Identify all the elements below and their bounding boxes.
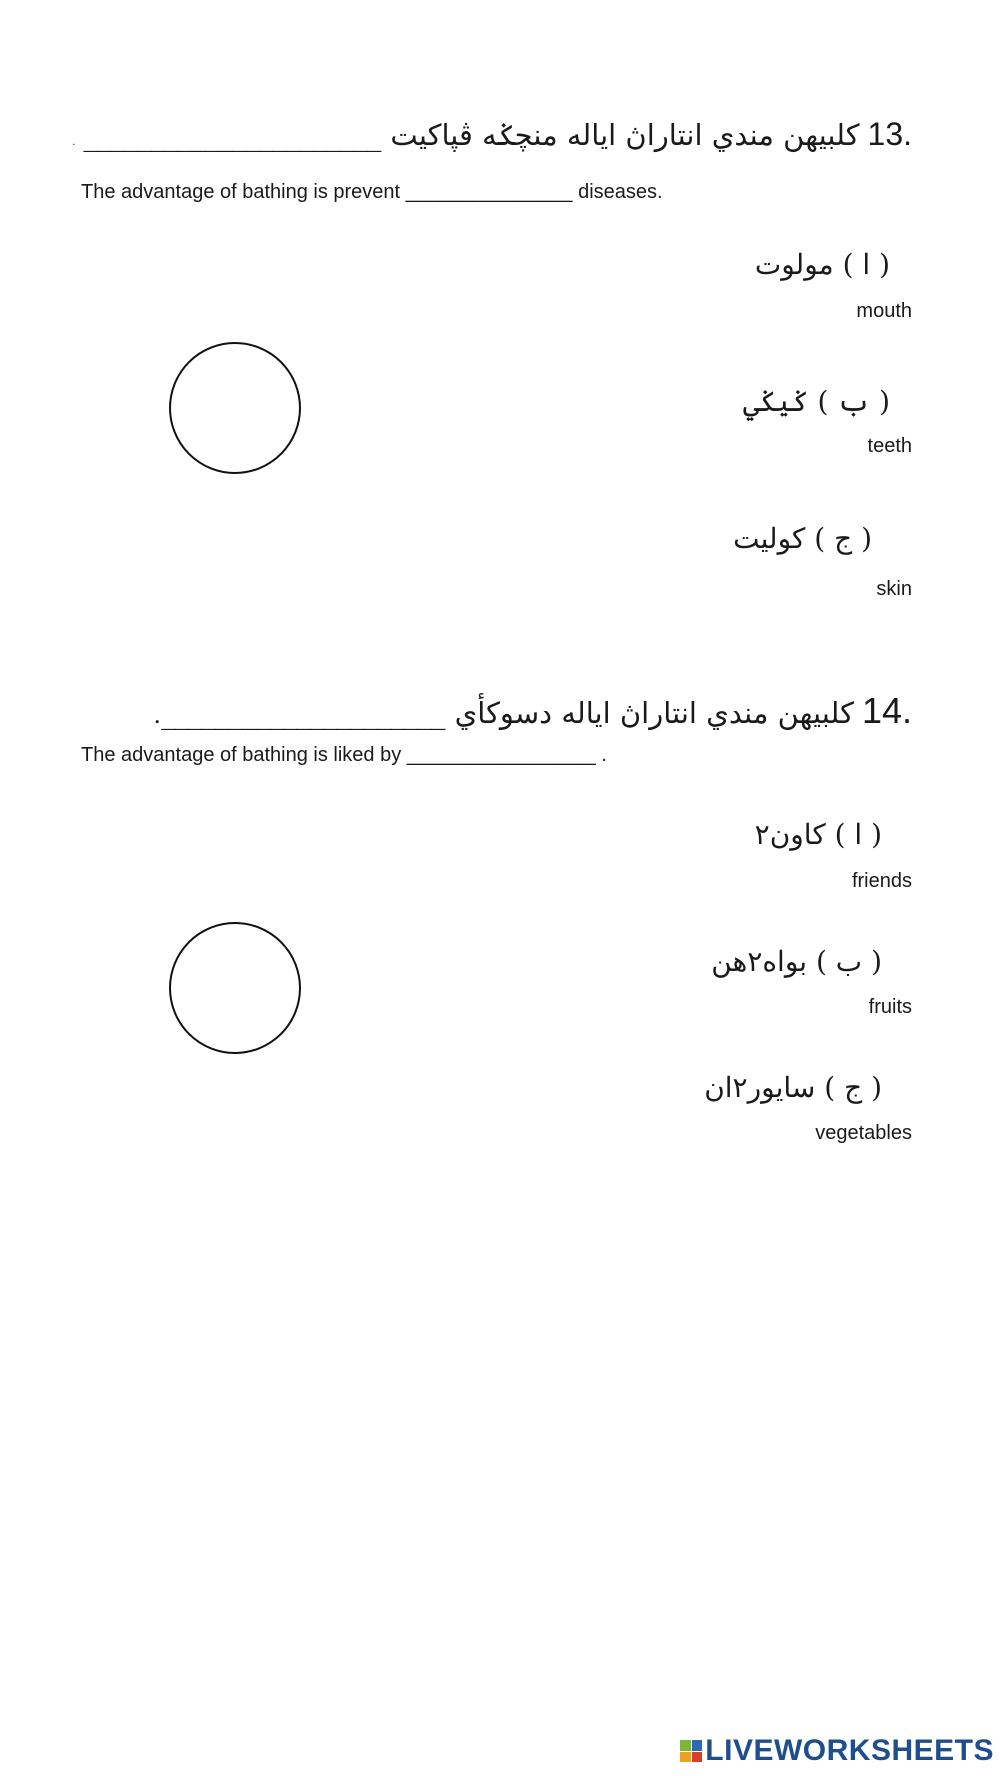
- question-13-arabic: كلبيهن مندي انتاراڽ اياله منچݢه ڤپاکيت: [390, 118, 860, 152]
- liveworksheets-logo-icon: [680, 1740, 702, 1762]
- question-14-prompt: [153, 690, 912, 732]
- question-14-option-b-arabic: ( ب ) بواه٢هن: [711, 945, 882, 978]
- question-14-option-c-english: vegetables: [815, 1122, 912, 1144]
- question-13-option-c-arabic: ( ج ) کوليت: [733, 522, 872, 555]
- question-13-option-a-arabic: ( ا ) مولوت: [754, 248, 890, 281]
- question-13-option-a-english: mouth: [856, 300, 912, 322]
- question-13-blank: ______________________: [83, 118, 381, 152]
- question-13-number: 13.: [867, 116, 912, 152]
- question-13-option-b-arabic: ( ب ) ݢيݢي: [743, 385, 890, 418]
- question-13-leading-mark: .: [72, 137, 76, 148]
- question-13-option-c-english: skin: [876, 578, 912, 600]
- question-14-arabic: كلبيهن مندي انتاراڽ اياله دسوکأي: [454, 696, 854, 730]
- question-14-leading-mark: .: [153, 701, 162, 729]
- question-14-number: 14.: [861, 690, 912, 731]
- question-14-option-a-english: friends: [851, 870, 912, 892]
- question-14-blank: _____________________: [161, 696, 445, 730]
- question-13-prompt: [72, 116, 912, 153]
- question-13-english: The advantage of bathing is prevent _______________ diseases.: [81, 181, 663, 203]
- liveworksheets-logo: [680, 1734, 994, 1768]
- question-13-option-b-english: teeth: [867, 435, 912, 457]
- question-14-answer-circle[interactable]: [169, 922, 301, 1054]
- question-14-option-b-english: fruits: [868, 996, 912, 1018]
- question-14-option-c-arabic: ( ج ) سايور٢ان: [704, 1071, 882, 1104]
- liveworksheets-logo-text: LIVEWORKSHEETS: [705, 1734, 994, 1767]
- question-13-answer-circle[interactable]: [169, 342, 301, 474]
- question-14-option-a-arabic: ( ا ) کاون٢: [754, 818, 882, 851]
- question-14-english: The advantage of bathing is liked by _________________ .: [81, 744, 607, 766]
